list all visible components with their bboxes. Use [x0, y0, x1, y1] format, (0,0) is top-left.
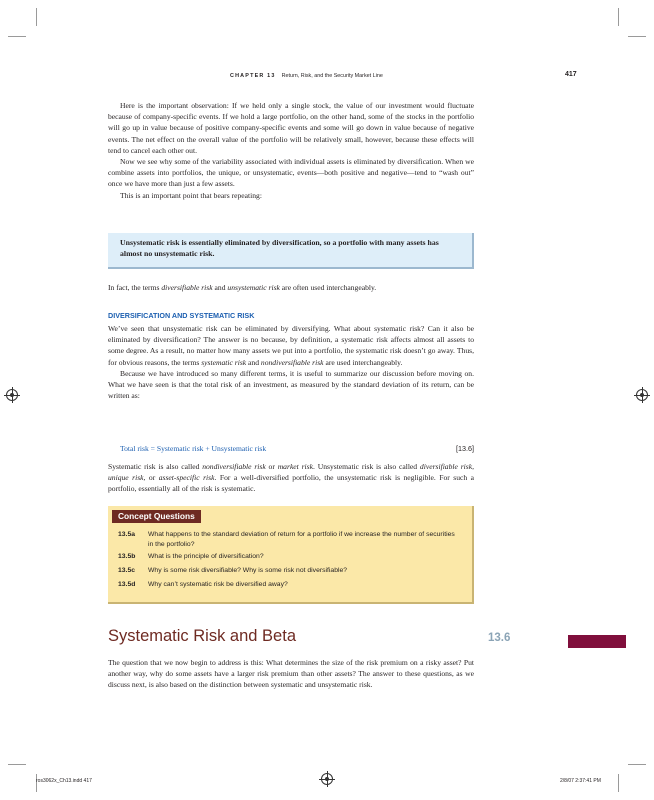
paragraph: We’ve seen that unsystematic risk can be eliminated by diversifying. What about systematic risk? Can it also be eliminated by diversification? The answer is no because, by definition, a systematic risk affects almost all assets to some degree. As a result, no matter how many assets we put into a portfolio, the systematic risk doesn’t go away. Thus, for obvious reasons, the terms systematic risk and nondiversifiable risk are used interchangeably.	[108, 324, 474, 367]
question-text: What happens to the standard deviation of return for a portfolio if we increase the number of securities in the portfolio?	[148, 531, 455, 548]
question-text: Why is some risk diversifiable? Why is some risk not diversifiable?	[148, 567, 348, 574]
running-head	[230, 73, 530, 79]
paragraph: Here is the important observation: If we held only a single stock, the value of our investment would fluctuate because of company-specific events. If we hold a large portfolio, on the other hand, some of the stocks in the portfolio will go up in value because of positive company-specific events and some will go down in value because of negative events. The net effect on the overall value of the portfolio will be relatively small, however, because these effects will tend to cancel each other out.	[108, 101, 474, 155]
registration-mark-icon	[6, 389, 18, 401]
crop-mark	[618, 8, 619, 26]
question-item	[118, 552, 458, 562]
crop-mark	[8, 764, 26, 765]
paragraph: Systematic risk is also called nondiversifiable risk or market risk. Unsystematic risk is also called diversifiable risk, unique risk, or asset-specific risk. For a well-diversified portfolio, the unsystematic risk is negligible. For such a portfolio, essentially all of the risk is systematic.	[108, 462, 475, 494]
crop-mark	[36, 8, 37, 26]
question-item	[118, 580, 458, 590]
question-number: 13.5d	[118, 581, 136, 588]
question-text: Why can’t systematic risk be diversified away?	[148, 581, 288, 588]
registration-mark-icon	[321, 773, 333, 785]
paragraph: The question that we now begin to address is this: What determines the size of the risk premium on a risky asset? Put another way, why do some assets have a larger risk premium than other assets? The answer to these questions, as we discuss next, is also based on the distinction between systematic and unsystematic risk.	[108, 658, 474, 690]
question-text: What is the principle of diversification?	[148, 553, 264, 560]
section-bar	[568, 635, 626, 648]
registration-mark-icon	[636, 389, 648, 401]
equation-number: [13.6]	[456, 444, 474, 453]
crop-mark	[628, 764, 646, 765]
callout-text: Unsystematic risk is essentially eliminated by diversification, so a portfolio with many assets has almost no unsystematic risk.	[120, 238, 439, 259]
page-number: 417	[565, 71, 577, 78]
question-number: 13.5a	[118, 531, 136, 538]
chapter-label: CHAPTER 13	[230, 73, 276, 79]
paragraph: This is an important point that bears repeating:	[120, 190, 262, 200]
chapter-title: Return, Risk, and the Security Market Line	[281, 73, 383, 79]
slug-timestamp: 2/8/07 2:37:41 PM	[560, 778, 601, 784]
paragraph: Now we see why some of the variability associated with individual assets is eliminated by diversification. When we combine assets into portfolios, the unique, or unsystematic, events—both positive and negative—tend to “wash out” once we have more than just a few assets.	[108, 157, 474, 189]
subsection-heading: DIVERSIFICATION AND SYSTEMATIC RISK	[108, 311, 255, 320]
paragraph: In fact, the terms diversifiable risk and unsystematic risk are often used interchangeably.	[108, 283, 377, 292]
crop-mark	[628, 36, 646, 37]
section-text	[108, 657, 474, 691]
concept-questions-title: Concept Questions	[112, 510, 201, 523]
question-item	[118, 566, 458, 576]
crop-mark	[8, 36, 26, 37]
key-point-callout	[108, 233, 474, 269]
intro-text	[108, 100, 474, 201]
section-number: 13.6	[488, 632, 511, 644]
question-item	[118, 530, 458, 549]
question-number: 13.5c	[118, 567, 136, 574]
section-title: Systematic Risk and Beta	[108, 627, 296, 645]
term-unsystematic-risk: unsystematic risk	[227, 283, 280, 292]
slug-file: ros3062x_Ch13.indd 417	[36, 778, 92, 784]
paragraph: Because we have introduced so many different terms, it is useful to summarize our discussion before moving on. What we have seen is that the total risk of an investment, as measured by the standard deviation of its return, can be written as:	[108, 368, 474, 401]
equation-text: Total risk = Systematic risk + Unsystematic risk	[120, 444, 267, 453]
subsection-text	[108, 323, 474, 401]
term-diversifiable-risk: diversifiable risk	[161, 283, 213, 292]
crop-mark	[618, 774, 619, 792]
question-number: 13.5b	[118, 553, 136, 560]
concept-questions-box	[108, 506, 474, 604]
